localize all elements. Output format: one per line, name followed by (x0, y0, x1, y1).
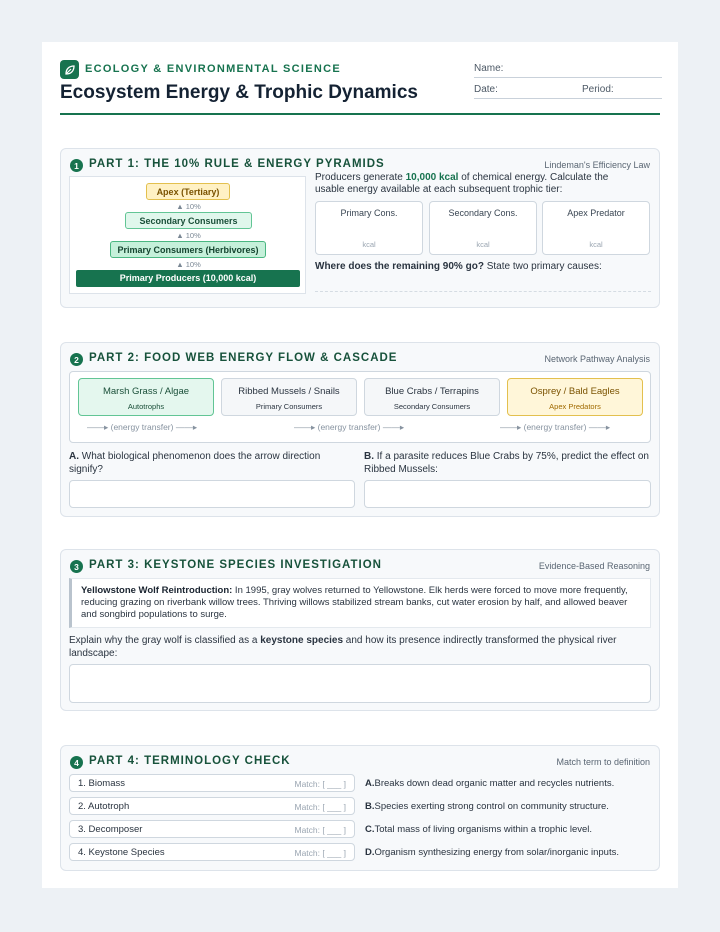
pyramid-tier-producers: Primary Producers (10,000 kcal) (76, 270, 300, 287)
part1-tag: Lindeman's Efficiency Law (544, 160, 650, 170)
part4-number: 4 (70, 756, 83, 769)
term-row[interactable] (69, 797, 355, 815)
energy-transfer-arrow: ——▸ (energy transfer) ——▸ (294, 422, 405, 432)
node-subtitle: Autotrophs (127, 402, 165, 411)
part1-intro: Producers generate 10,000 kcal of chemical energy. Calculate the usable energy available at each subsequent trophic tier: (315, 172, 609, 195)
node-title: Marsh Grass / Algae (102, 386, 190, 397)
calc-box-unit: kcal (589, 240, 603, 249)
worksheet-page (42, 42, 678, 888)
match-blank[interactable]: Match: [ ___ ] (294, 825, 346, 835)
pyramid-tier-apex: Apex (Tertiary) (146, 183, 230, 200)
node-title: Ribbed Mussels / Snails (238, 386, 340, 397)
answer-box-a[interactable] (69, 480, 355, 508)
term-label: 3. Decomposer (78, 824, 143, 835)
efficiency-label: ▲ 10% (176, 231, 201, 240)
node-subtitle: Primary Consumers (255, 402, 323, 411)
part4-header (70, 755, 650, 771)
period-label: Period: (582, 84, 614, 95)
match-blank[interactable]: Match: [ ___ ] (294, 779, 346, 789)
leaf-icon (60, 60, 79, 79)
calc-box-unit: kcal (362, 240, 376, 249)
term-label: 2. Autotroph (78, 801, 130, 812)
node-primary-consumers (221, 378, 357, 416)
part3-question: Explain why the gray wolf is classified as a keystone species and how its presence indirectly transformed the physical river landscape: (69, 635, 617, 659)
node-subtitle: Apex Predators (549, 402, 601, 411)
part2-title: PART 2: FOOD WEB ENERGY FLOW & CASCADE (89, 352, 398, 364)
part4-tag: Match term to definition (556, 757, 650, 767)
part4-section (60, 745, 660, 871)
term-row[interactable] (69, 774, 355, 792)
page-title: Ecosystem Energy & Trophic Dynamics (60, 82, 418, 103)
term-label: 1. Biomass (78, 778, 125, 789)
calc-box-secondary[interactable] (429, 201, 537, 255)
energy-transfer-arrow: ——▸ (energy transfer) ——▸ (87, 422, 198, 432)
answer-box-keystone[interactable] (69, 664, 651, 703)
part3-number: 3 (70, 560, 83, 573)
node-subtitle: Secondary Consumers (393, 402, 471, 411)
part1-section (60, 148, 660, 308)
part2-number: 2 (70, 353, 83, 366)
part2-question-a: A. What biological phenomenon does the arrow direction signify? (69, 451, 321, 475)
date-period-field[interactable] (474, 84, 662, 99)
term-row[interactable] (69, 843, 355, 861)
node-secondary-consumers (364, 378, 500, 416)
case-study: Yellowstone Wolf Reintroduction: In 1995, gray wolves returned to Yellowstone. Elk herds were forced to move more frequently, reducing grazing on riverbank willow trees. Thriving willows stabilized stream banks, cut water erosion by half, and allowed beaver and songbird populations to surge. (69, 578, 651, 628)
pyramid-tier-secondary: Secondary Consumers (125, 212, 252, 229)
energy-pyramid (69, 176, 306, 294)
definition-item: A.Breaks down dead organic matter and recycles nutrients. (365, 778, 615, 789)
name-field[interactable] (474, 63, 662, 78)
part1-question: Where does the remaining 90% go? State two primary causes: (315, 261, 602, 272)
efficiency-label: ▲ 10% (176, 260, 201, 269)
definition-item: D.Organism synthesizing energy from solar/inorganic inputs. (365, 847, 619, 858)
term-label: 4. Keystone Species (78, 847, 165, 858)
calc-box-primary[interactable] (315, 201, 423, 255)
node-title: Osprey / Bald Eagles (530, 386, 620, 397)
efficiency-label: ▲ 10% (176, 202, 201, 211)
node-autotrophs (78, 378, 214, 416)
calc-box-apex[interactable] (542, 201, 650, 255)
part3-title: PART 3: KEYSTONE SPECIES INVESTIGATION (89, 559, 382, 571)
part1-number: 1 (70, 159, 83, 172)
part4-title: PART 4: TERMINOLOGY CHECK (89, 755, 291, 767)
calc-box-title: Apex Predator (567, 208, 625, 218)
food-web-flow (69, 371, 651, 443)
match-blank[interactable]: Match: [ ___ ] (294, 848, 346, 858)
part3-header (70, 559, 650, 575)
answer-box-b[interactable] (364, 480, 651, 508)
answer-line[interactable] (315, 291, 651, 292)
part2-header (70, 352, 650, 368)
node-title: Blue Crabs / Terrapins (385, 386, 479, 397)
node-apex-predators (507, 378, 643, 416)
definition-item: B.Species exerting strong control on community structure. (365, 801, 609, 812)
part1-title: PART 1: THE 10% RULE & ENERGY PYRAMIDS (89, 158, 385, 170)
part2-question-b: B. If a parasite reduces Blue Crabs by 75%, predict the effect on Ribbed Mussels: (364, 451, 649, 475)
pyramid-tier-primary: Primary Consumers (Herbivores) (110, 241, 266, 258)
term-row[interactable] (69, 820, 355, 838)
name-label: Name: (474, 63, 504, 74)
definition-item: C.Total mass of living organisms within a trophic level. (365, 824, 593, 835)
match-blank[interactable]: Match: [ ___ ] (294, 802, 346, 812)
worksheet-header (60, 60, 660, 115)
calc-box-unit: kcal (476, 240, 490, 249)
date-label: Date: (474, 84, 498, 95)
calc-box-title: Secondary Cons. (448, 208, 518, 218)
calc-box-title: Primary Cons. (340, 208, 398, 218)
part3-section (60, 549, 660, 711)
part2-tag: Network Pathway Analysis (544, 354, 650, 364)
subject-kicker: ECOLOGY & ENVIRONMENTAL SCIENCE (85, 63, 342, 75)
part3-tag: Evidence-Based Reasoning (538, 561, 650, 571)
energy-transfer-arrow: ——▸ (energy transfer) ——▸ (500, 422, 611, 432)
part2-section (60, 342, 660, 517)
